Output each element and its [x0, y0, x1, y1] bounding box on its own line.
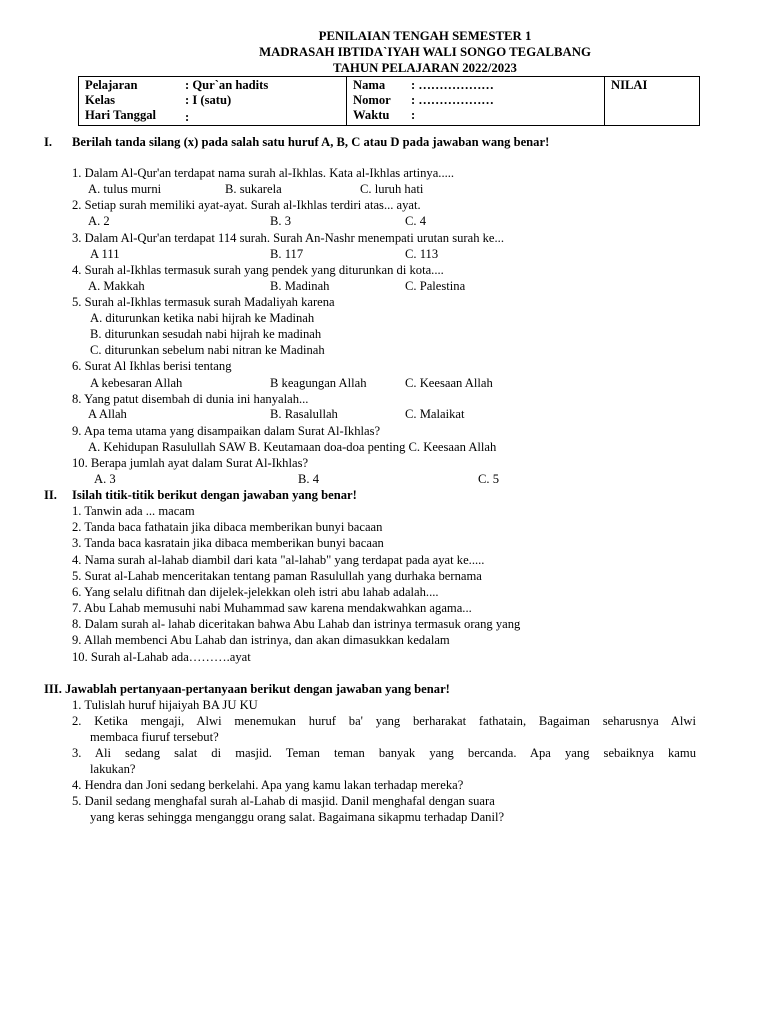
- question-1: 1. Dalam Al-Qur'an terdapat nama surah al-Ikhlas. Kata al-Ikhlas artinya.....: [72, 166, 455, 180]
- score-cell: [605, 77, 700, 126]
- option-3a: A 111: [90, 247, 120, 261]
- question-3: 3. Dalam Al-Qur'an terdapat 114 surah. Surah An-Nashr menempati urutan surah ke...: [72, 231, 504, 245]
- option-6c: C. Keesaan Allah: [405, 376, 493, 390]
- section-2-number: II.: [44, 488, 57, 502]
- option-8c: C. Malaikat: [405, 407, 465, 421]
- option-10a: A. 3: [94, 472, 116, 486]
- section-1-title: Berilah tanda silang (x) pada salah satu huruf A, B, C atau D pada jawaban wang benar!: [72, 135, 550, 149]
- essay-q3-line1: 3. Ali sedang salat di masjid. Teman teman banyak yang bercanda. Apa yang sebaiknya kamu: [72, 746, 696, 760]
- time-value: :: [411, 108, 416, 122]
- question-6: 6. Surat Al Ikhlas berisi tentang: [72, 359, 232, 373]
- option-5b: B. diturunkan sesudah nabi hijrah ke madinah: [90, 327, 322, 341]
- question-8: 8. Yang patut disembah di dunia ini hanyalah...: [72, 392, 309, 406]
- option-8a: A Allah: [88, 407, 127, 421]
- fill-item-10: 10. Surah al-Lahab ada……….ayat: [72, 650, 251, 664]
- fill-item-2: 2. Tanda baca fathatain jika dibaca memberikan bunyi bacaan: [72, 520, 383, 534]
- fill-item-3: 3. Tanda baca kasratain jika dibaca memberikan bunyi bacaan: [72, 536, 384, 550]
- option-2b: B. 3: [270, 214, 291, 228]
- fill-item-9: 9. Allah membenci Abu Lahab dan istrinya, dan akan dimasukkan kedalam: [72, 633, 450, 647]
- option-1c: C. luruh hati: [360, 182, 424, 196]
- essay-q4: 4. Hendra dan Joni sedang berkelahi. Apa yang kamu lakan terhadap mereka?: [72, 778, 464, 792]
- fill-item-4: 4. Nama surah al-lahab diambil dari kata "al-lahab" yang terdapat pada ayat ke.....: [72, 553, 485, 567]
- option-2a: A. 2: [88, 214, 110, 228]
- option-4a: A. Makkah: [88, 279, 145, 293]
- option-4c: C. Palestina: [405, 279, 466, 293]
- essay-q3-line2: lakukan?: [90, 762, 136, 776]
- question-5: 5. Surah al-Ikhlas termasuk surah Madaliyah karena: [72, 295, 335, 309]
- class-label: Kelas: [85, 93, 116, 107]
- time-label: Waktu: [353, 108, 390, 122]
- fill-item-8: 8. Dalam surah al- lahab diceritakan bahwa Abu Lahab dan istrinya termasuk orang yang: [72, 617, 521, 631]
- date-value: :: [185, 110, 190, 124]
- options-9: A. Kehidupan Rasulullah SAW B. Keutamaan doa-doa penting C. Keesaan Allah: [88, 440, 497, 454]
- option-10b: B. 4: [298, 472, 319, 486]
- option-3c: C. 113: [405, 247, 439, 261]
- option-1b: B. sukarela: [225, 182, 282, 196]
- option-1a: A. tulus murni: [88, 182, 162, 196]
- option-10c: C. 5: [478, 472, 499, 486]
- number-value: : ………………: [411, 93, 494, 107]
- option-6b: B keagungan Allah: [270, 376, 367, 390]
- option-8b: B. Rasalullah: [270, 407, 338, 421]
- number-label: Nomor: [353, 93, 391, 107]
- essay-q2-line2: membaca fiuruf tersebut?: [90, 730, 219, 744]
- exam-title: PENILAIAN TENGAH SEMESTER 1: [318, 29, 532, 43]
- score-label: NILAI: [611, 78, 648, 92]
- question-4: 4. Surah al-Ikhlas termasuk surah yang pendek yang diturunkan di kota....: [72, 263, 444, 277]
- subject-cell: [79, 77, 347, 126]
- option-4b: B. Madinah: [270, 279, 330, 293]
- student-cell: [347, 77, 605, 126]
- question-10: 10. Berapa jumlah ayat dalam Surat Al-Ikhlas?: [72, 456, 309, 470]
- option-5c: C. diturunkan sebelum nabi nitran ke Madinah: [90, 343, 325, 357]
- essay-q1: 1. Tulislah huruf hijaiyah BA JU KU: [72, 698, 258, 712]
- option-3b: B. 117: [270, 247, 304, 261]
- name-label: Nama: [353, 78, 386, 92]
- fill-item-1: 1. Tanwin ada ... macam: [72, 504, 195, 518]
- essay-q5-line2: yang keras sehingga menganggu orang salat. Bagaimana sikapmu terhadap Danil?: [90, 810, 505, 824]
- school-year: TAHUN PELAJARAN 2022/2023: [333, 61, 517, 75]
- option-5a: A. diturunkan ketika nabi hijrah ke Madinah: [90, 311, 315, 325]
- option-6a: A kebesaran Allah: [90, 376, 183, 390]
- student-info-table: [78, 76, 700, 126]
- fill-item-7: 7. Abu Lahab memusuhi nabi Muhammad saw karena mendakwahkan agama...: [72, 601, 472, 615]
- subject-value: : Qur`an hadits: [185, 78, 269, 92]
- essay-q5-line1: 5. Danil sedang menghafal surah al-Lahab di masjid. Danil menghafal dengan suara: [72, 794, 495, 808]
- name-value: : ………………: [411, 78, 494, 92]
- date-label: Hari Tanggal: [85, 108, 157, 122]
- fill-item-5: 5. Surat al-Lahab menceritakan tentang paman Rasulullah yang durhaka bernama: [72, 569, 482, 583]
- fill-item-6: 6. Yang selalu difitnah dan dijelek-jelekkan oleh istri abu lahab adalah....: [72, 585, 439, 599]
- section-2-title: Isilah titik-titik berikut dengan jawaban yang benar!: [72, 488, 357, 502]
- subject-label: Pelajaran: [85, 78, 138, 92]
- question-2: 2. Setiap surah memiliki ayat-ayat. Surah al-Ikhlas terdiri atas... ayat.: [72, 198, 421, 212]
- class-value: : I (satu): [185, 93, 232, 107]
- option-2c: C. 4: [405, 214, 426, 228]
- question-9: 9. Apa tema utama yang disampaikan dalam Surat Al-Ikhlas?: [72, 424, 381, 438]
- school-name: MADRASAH IBTIDA`IYAH WALI SONGO TEGALBANG: [259, 45, 591, 59]
- section-3-title: III. Jawablah pertanyaan-pertanyaan berikut dengan jawaban yang benar!: [44, 682, 450, 696]
- section-1-number: I.: [44, 135, 53, 149]
- essay-q2-line1: 2. Ketika mengaji, Alwi menemukan huruf ba' yang berharakat fathatain, Bagaiman seharusnya Alwi: [72, 714, 696, 728]
